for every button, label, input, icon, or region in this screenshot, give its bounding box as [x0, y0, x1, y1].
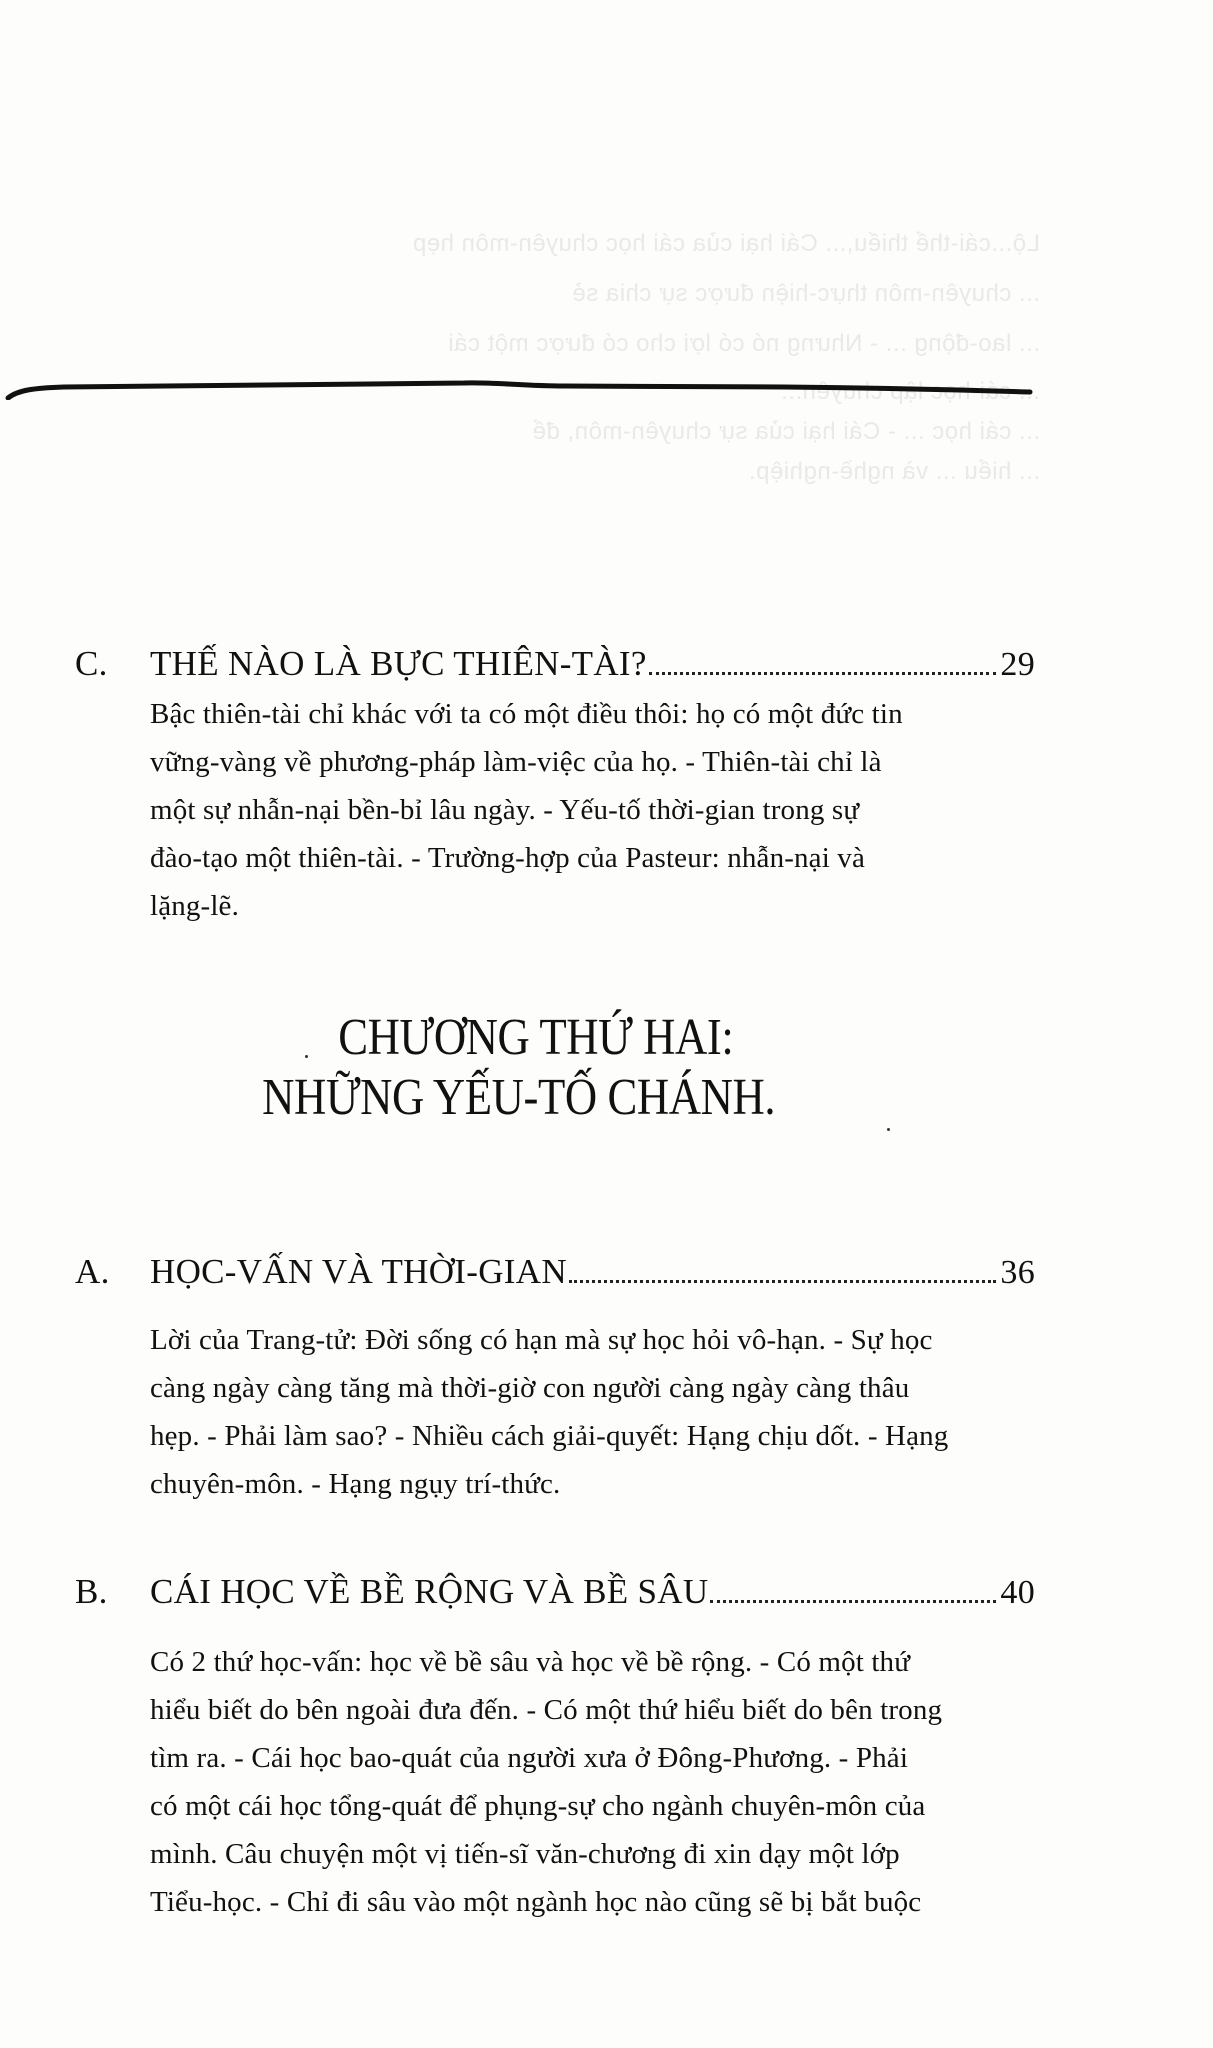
- toc-entry-letter: C.: [75, 644, 108, 683]
- summary-line: mình. Câu chuyện một vị tiến-sĩ văn-chương đi xin dạy một lớp: [150, 1838, 900, 1870]
- hand-drawn-rule: [4, 380, 1034, 400]
- summary-line: tìm ra. - Cái học bao-quát của người xưa ở Đông-Phương. - Phải: [150, 1742, 909, 1774]
- chapter-heading-line2: NHỮNG YẾU-TỐ CHÁNH.: [262, 1069, 776, 1126]
- bleed-through-line: ... lao-động ... - Nhưng nó có lợi cho có được một cái: [447, 330, 1040, 357]
- toc-entry-c-summary: [150, 690, 1032, 930]
- bleed-through-line: ... hiểu ... và nghề-nghiệp.: [748, 458, 1040, 485]
- toc-entry-b-heading: [75, 1562, 1035, 1612]
- ink-speck: [887, 1128, 890, 1131]
- bleed-through-line: ... chuyên-môn thực-hiện được sự chia sẻ: [571, 280, 1040, 307]
- summary-line: một sự nhẫn-nại bền-bỉ lâu ngày. - Yếu-tố thời-gian trong sự: [150, 794, 860, 826]
- summary-line: Lời của Trang-tử: Đời sống có hạn mà sự học hỏi vô-hạn. - Sự học: [150, 1324, 933, 1356]
- summary-line: Bậc thiên-tài chỉ khác với ta có một điều thôi: họ có một đức tin: [150, 698, 903, 730]
- summary-line: hẹp. - Phải làm sao? - Nhiều cách giải-quyết: Hạng chịu dốt. - Hạng: [150, 1420, 949, 1452]
- summary-line: hiểu biết do bên ngoài đưa đến. - Có một thứ hiểu biết do bên trong: [150, 1694, 943, 1726]
- toc-entry-c-heading: [75, 634, 1035, 684]
- dot-leader: [710, 1600, 996, 1603]
- summary-line: vững-vàng về phương-pháp làm-việc của họ. - Thiên-tài chỉ là: [150, 746, 882, 778]
- summary-line: Có 2 thứ học-vấn: học về bề sâu và học về bề rộng. - Có một thứ: [150, 1646, 911, 1678]
- toc-entry-title: HỌC-VẤN VÀ THỜI-GIAN: [150, 1252, 567, 1291]
- summary-line: có một cái học tổng-quát để phụng-sự cho ngành chuyên-môn của: [150, 1790, 926, 1822]
- summary-line: lặng-lẽ.: [150, 890, 239, 922]
- toc-entry-b-summary: [150, 1638, 1032, 1926]
- chapter-heading-line1: CHƯƠNG THỨ HAI:: [338, 1009, 734, 1066]
- bleed-through-line: ... cái học ... - Cái hại của sự chuyên-môn, để: [532, 418, 1040, 445]
- toc-entry-title: CÁI HỌC VỀ BỀ RỘNG VÀ BỀ SÂU: [150, 1572, 709, 1611]
- dot-leader: [569, 1280, 996, 1283]
- summary-line: Tiểu-học. - Chỉ đi sâu vào một ngành học nào cũng sẽ bị bắt buộc: [150, 1886, 922, 1918]
- chapter-heading: [71, 1008, 1114, 1128]
- dot-leader: [649, 672, 997, 675]
- summary-line: càng ngày càng tăng mà thời-giờ con người càng ngày càng thâu: [150, 1372, 910, 1404]
- toc-entry-title: THẾ NÀO LÀ BỰC THIÊN-TÀI?: [150, 644, 647, 683]
- toc-entry-a-summary: [150, 1316, 1032, 1508]
- toc-page-number: 40: [1000, 1574, 1035, 1611]
- summary-line: đào-tạo một thiên-tài. - Trường-hợp của Pasteur: nhẫn-nại và: [150, 842, 865, 874]
- toc-entry-letter: A.: [75, 1252, 110, 1291]
- bleed-through-line: Lộ...cái-thể thiếu,... Cái hại của cái học chuyên-môn hẹp: [412, 230, 1040, 257]
- toc-page-number: 36: [1000, 1254, 1035, 1291]
- toc-page-number: 29: [1000, 646, 1035, 683]
- bleed-through-line: ... cái-học lập chuyên...: [780, 378, 1040, 405]
- ink-speck: [305, 1055, 308, 1058]
- summary-line: chuyên-môn. - Hạng ngụy trí-thức.: [150, 1468, 561, 1500]
- toc-entry-letter: B.: [75, 1572, 108, 1611]
- toc-entry-a-heading: [75, 1242, 1035, 1292]
